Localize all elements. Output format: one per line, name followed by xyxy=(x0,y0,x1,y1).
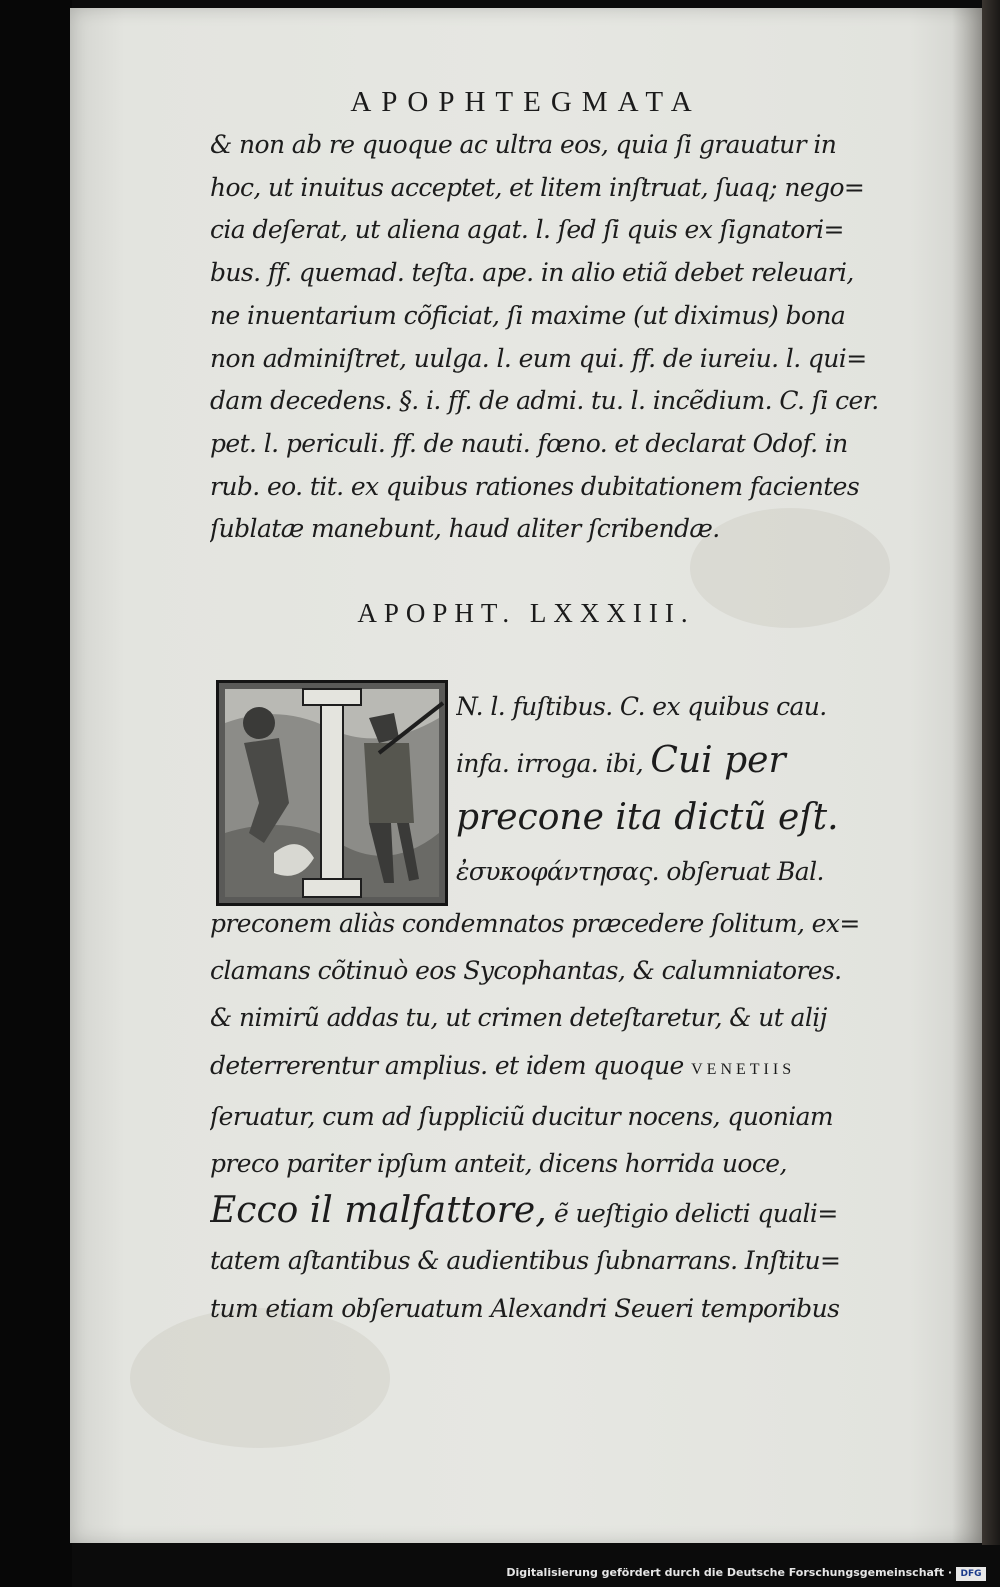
text-line: cia deſerat, ut aliena agat. l. ſed ſi quis ex ſignatori= xyxy=(210,215,844,245)
text-line: bus. ff. quemad. teſta. ape. in alio etiã debet releuari, xyxy=(210,258,854,288)
text-line: N. l. fuſtibus. C. ex quibus cau. xyxy=(456,692,827,721)
text-line: ne inuentarium cõficiat, ſi maxime (ut diximus) bona xyxy=(210,300,846,330)
page-gutter-shadow xyxy=(952,8,982,1543)
emphasized-quote-line: precone ita dictũ eſt. xyxy=(456,797,839,838)
text-span: deterrerentur amplius. et idem quoque xyxy=(210,1050,684,1080)
running-header: APOPHTEGMATA xyxy=(350,86,702,118)
text-line: preco pariter ipſum anteit, dicens horrida uoce, xyxy=(210,1149,787,1179)
emphasized-quote: Ecco il malfattore, xyxy=(210,1190,547,1232)
text-line: dam decedens. §. i. ff. de admi. tu. l. incẽdium. C. ſi cer. xyxy=(210,386,879,416)
text-line: ſublatæ manebunt, haud aliter ſcribendæ. xyxy=(210,514,720,544)
text-line: non adminiſtret, uulga. l. eum qui. ff. de iureiu. l. qui= xyxy=(210,343,867,373)
greek-text-line: ἐσυκοφάντησας. obſeruat Bal. xyxy=(456,857,824,886)
text-line: tum etiam obſeruatum Alexandri Seueri temporibus xyxy=(210,1293,840,1323)
book-binding-edge xyxy=(982,0,1000,1545)
text-line: ſeruatur, cum ad ſuppliciũ ducitur nocens, quoniam xyxy=(210,1101,834,1131)
text-line: hoc, ut inuitus acceptet, et litem inſtruat, ſuaq; nego= xyxy=(210,172,865,202)
text-span: ẽ ueſtigio delicti quali= xyxy=(554,1199,838,1229)
text-line: clamans cõtinuò eos Sycophantas, & calumniatores. xyxy=(210,956,842,986)
woodcut-initial-letter-i xyxy=(216,680,448,906)
emphasized-quote: Cui per xyxy=(650,740,786,781)
text-line: pet. l. periculi. ff. de nauti. fœno. et declarat Odof. in xyxy=(210,428,848,458)
paragraph-1 xyxy=(210,124,890,551)
text-line xyxy=(210,1042,890,1093)
text-line: & non ab re quoque ac ultra eos, quia ſi grauatur in xyxy=(210,130,837,159)
paragraph-2-continued xyxy=(210,900,890,1332)
text-line: preconem aliàs condemnatos præcedere ſolitum, ex= xyxy=(210,909,860,938)
paragraph-2-opening xyxy=(456,680,896,899)
digitization-credit: Digitalisierung gefördert durch die Deutsche Forschungsgemeinschaft · xyxy=(506,1566,952,1579)
text-line xyxy=(210,1187,890,1237)
text-line: rub. eo. tit. ex quibus rationes dubitationem facientes xyxy=(210,471,860,501)
text-line: tatem aſtantibus & audientibus ſubnarrans. Inſtitu= xyxy=(210,1246,841,1276)
dfg-logo: DFG xyxy=(956,1567,986,1581)
scan-background-left xyxy=(0,0,72,1587)
text-line xyxy=(456,734,896,791)
small-caps-word: VENETIIS xyxy=(691,1060,796,1078)
text-span: infa. irroga. ibi, xyxy=(456,749,644,778)
section-heading: APOPHT. LXXXIII. xyxy=(357,598,695,628)
text-line: & nimirũ addas tu, ut crimen deteſtaretur, & ut alij xyxy=(210,1003,827,1033)
